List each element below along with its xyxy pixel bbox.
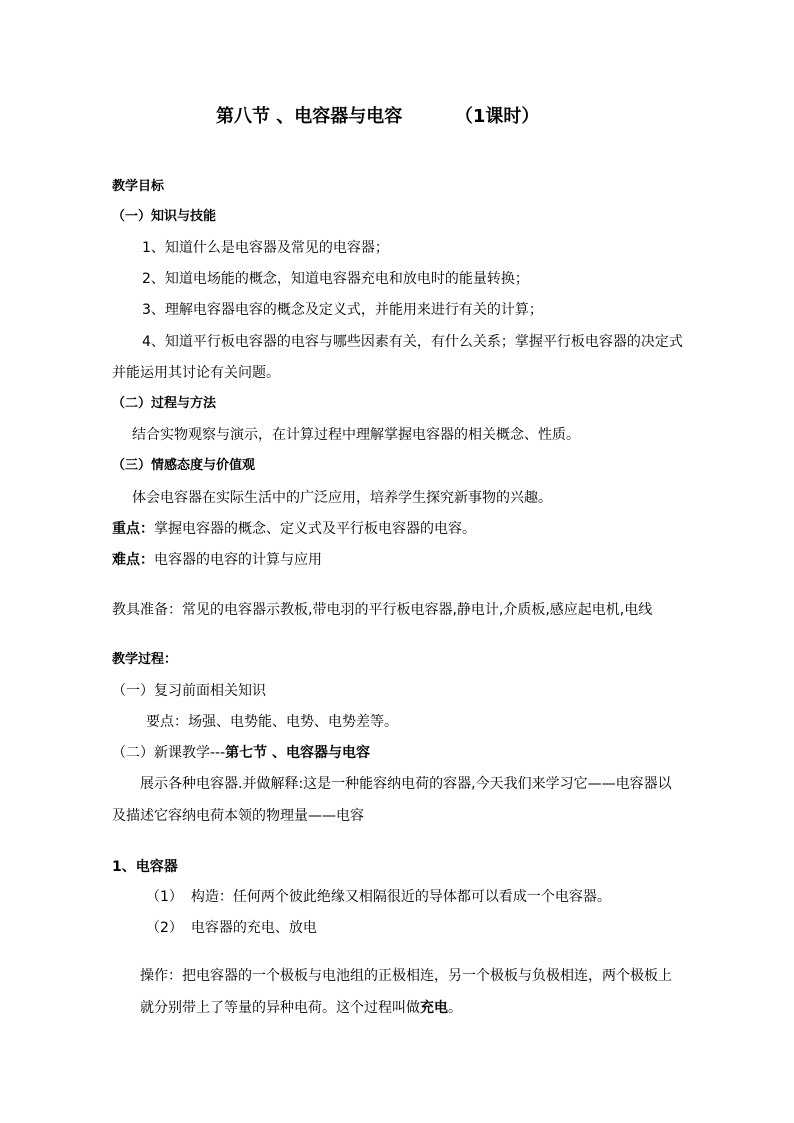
difficult-point	[112, 550, 322, 570]
goal-item-2: 2、知道电场能的概念，知道电容器充电和放电时的能量转换；	[142, 271, 529, 287]
difficult-point-label: 难点：	[112, 552, 154, 568]
goal-item-3: 3、理解电容器电容的概念及定义式，并能用来进行有关的计算；	[142, 302, 543, 318]
new-lesson-prefix: （二）新课教学---	[112, 745, 226, 761]
key-point-text: 掌握电容器的概念、定义式及平行板电容器的电容。	[154, 521, 476, 537]
section-emotion-text: 体会电容器在实际生活中的广泛应用，培养学生探究新事物的兴趣。	[132, 490, 552, 506]
new-lesson-text-1: 展示各种电容器.并做解释:这是一种能容纳电荷的容器,今天我们来学习它——电容器以	[140, 776, 672, 792]
structure-item-text: 构造：任何两个彼此绝缘又相隔很近的导体都可以看成一个电容器。	[190, 889, 611, 905]
teaching-process-heading: 教学过程：	[112, 652, 178, 667]
structure-item-number: （1）	[146, 889, 183, 905]
goal-item-4: 4、知道平行板电容器的电容与哪些因素有关，有什么关系；掌握平行板电容器的决定式	[142, 334, 683, 350]
section-process-text: 结合实物观察与演示，在计算过程中理解掌握电容器的相关概念、性质。	[132, 427, 580, 443]
goal-item-4-cont: 并能运用其讨论有关问题。	[112, 365, 280, 381]
section-process-heading: （二）过程与方法	[112, 396, 217, 411]
new-lesson-heading	[112, 743, 370, 763]
operation-text-1: 操作：把电容器的一个极板与电池组的正极相连，另一个极板与负极相连，两个极板上	[140, 968, 672, 984]
teaching-goals-heading: 教学目标	[112, 179, 165, 194]
operation-text-2	[140, 998, 462, 1018]
review-text: 要点：场强、电势能、电势、电势差等。	[146, 714, 398, 730]
new-lesson-text-2: 及描述它容纳电荷本领的物理量——电容	[112, 808, 364, 824]
review-heading: （一）复习前面相关知识	[112, 683, 266, 699]
charging-term: 充电	[420, 1000, 448, 1016]
operation-text-2-pre: 就分别带上了等量的异种电荷。这个过程叫做	[140, 1000, 420, 1016]
capacitor-section-heading: 1、电容器	[112, 859, 178, 875]
section-knowledge-heading: （一）知识与技能	[112, 209, 217, 224]
charge-discharge-number: （2）	[146, 920, 183, 936]
operation-text-2-post: 。	[448, 1000, 462, 1016]
key-point-label: 重点：	[112, 521, 154, 537]
key-point	[112, 519, 476, 539]
title-suffix: （1课时）	[454, 106, 540, 127]
section-emotion-heading: （三）情感态度与价值观	[112, 458, 256, 473]
title-main: 第八节 、电容器与电容	[216, 106, 403, 127]
charge-discharge-item	[146, 918, 317, 938]
charge-discharge-text: 电容器的充电、放电	[190, 920, 317, 936]
page-title	[216, 105, 539, 129]
goal-item-1: 1、知道什么是电容器及常见的电容器；	[142, 240, 389, 256]
new-lesson-title: 第七节 、电容器与电容	[225, 745, 371, 761]
teaching-tools: 教具准备：常见的电容器示教板,带电羽的平行板电容器,静电计,介质板,感应起电机,电线	[112, 602, 653, 618]
structure-item	[146, 887, 611, 907]
difficult-point-text: 电容器的电容的计算与应用	[154, 552, 322, 568]
